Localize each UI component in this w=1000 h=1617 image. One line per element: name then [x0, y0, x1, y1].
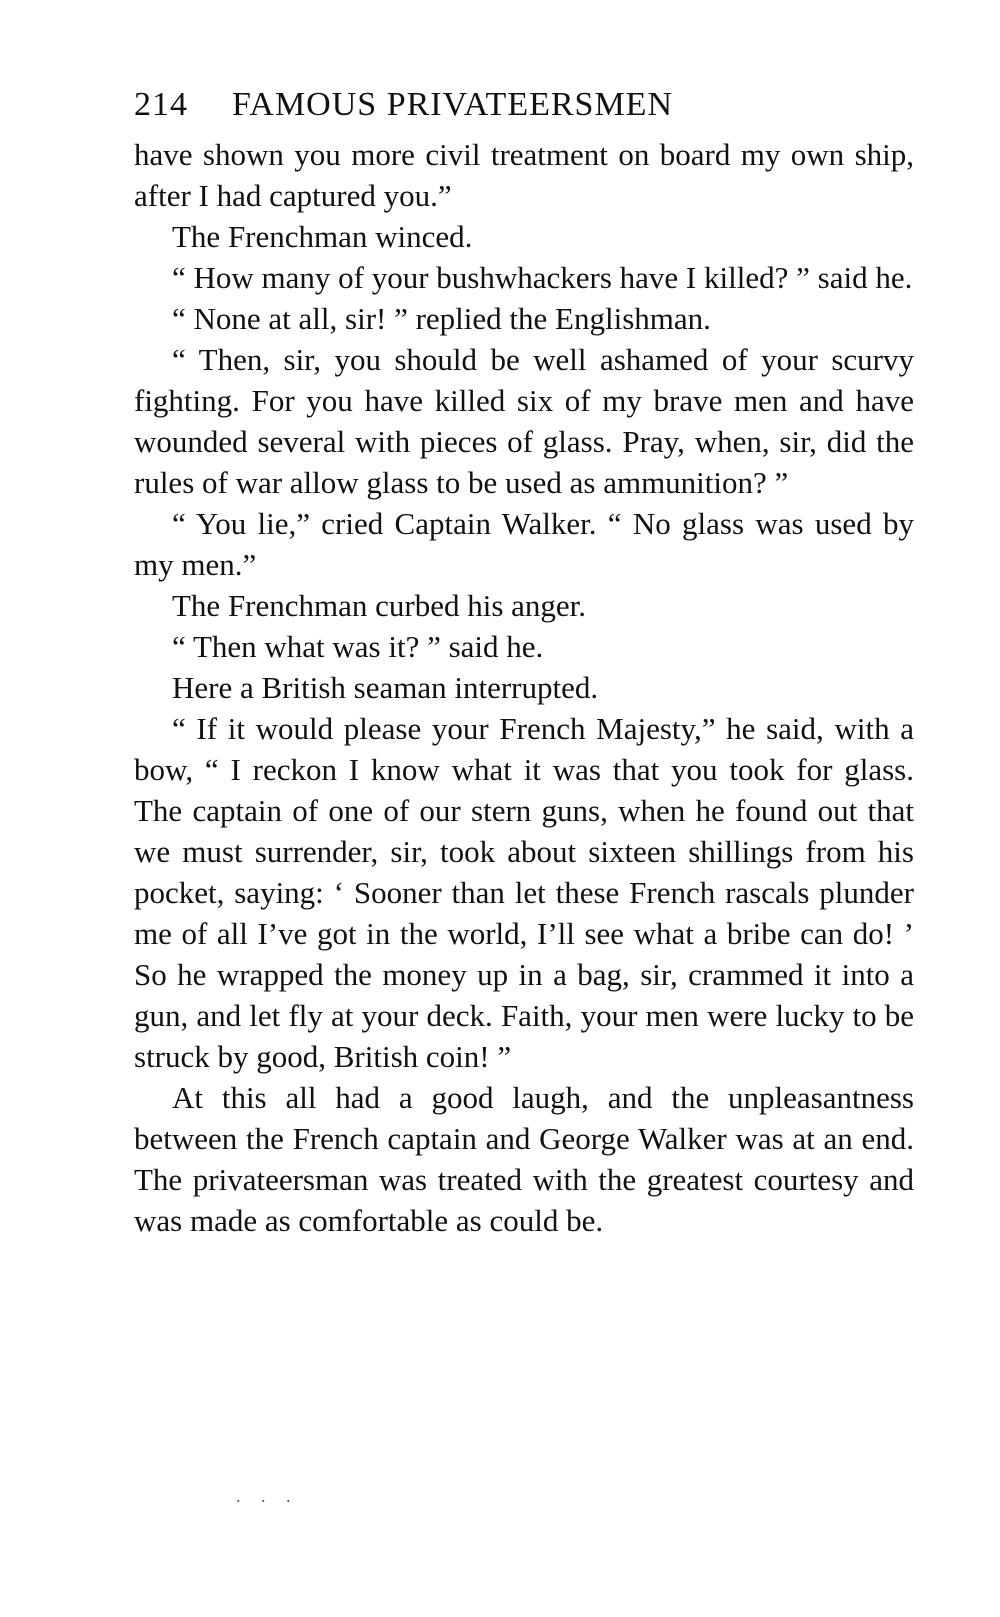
paragraph-7: The Frenchman curbed his anger. [172, 588, 587, 623]
running-title: FAMOUS PRIVATEERSMEN [232, 86, 673, 123]
book-page [134, 80, 914, 1241]
paragraph-1: have shown you more civil treatment on board my own ship, after I had captured you.” [134, 137, 914, 213]
paragraph-2: The Frenchman winced. [172, 219, 473, 254]
paragraph-10: “ If it would please your French Majesty,” he said, with a bow, “ I reckon I know what it was that you took for glass. The captain of one of our stern guns, when he found out that we must surrender, sir, took about sixteen shillings from his pocket, saying: ‘ Sooner than let these French rascals plunder me of all I’ve got in the world, I’ll see what a bribe can do! ’ So he wrapped the money up in a bag, sir, crammed it into a gun, and let fly at your deck. Faith, your men were lucky to be struck by good, British coin! ” [134, 711, 914, 1074]
page-number: 214 [134, 86, 188, 123]
running-header [134, 80, 914, 130]
paragraph-5: “ Then, sir, you should be well ashamed of your scurvy fighting. For you have killed six of my brave men and have wounded several with pieces of glass. Pray, when, sir, did the rules of war allow glass to be used as ammunition? ” [134, 342, 914, 500]
paragraph-8: “ Then what was it? ” said he. [172, 629, 544, 664]
paragraph-3: “ How many of your bushwhackers have I killed? ” said he. [172, 260, 913, 295]
paragraph-11: At this all had a good laugh, and the unpleasantness between the French captain and George Walker was at an end. The privateersman was treated with the greatest courtesy and was made as comfortable as could be. [134, 1080, 914, 1238]
footer-mark: . . . [236, 1486, 299, 1506]
page-body [134, 134, 914, 1241]
paragraph-4: “ None at all, sir! ” replied the Englishman. [172, 301, 711, 336]
paragraph-6: “ You lie,” cried Captain Walker. “ No glass was used by my men.” [134, 506, 914, 582]
paragraph-9: Here a British seaman interrupted. [172, 670, 599, 705]
